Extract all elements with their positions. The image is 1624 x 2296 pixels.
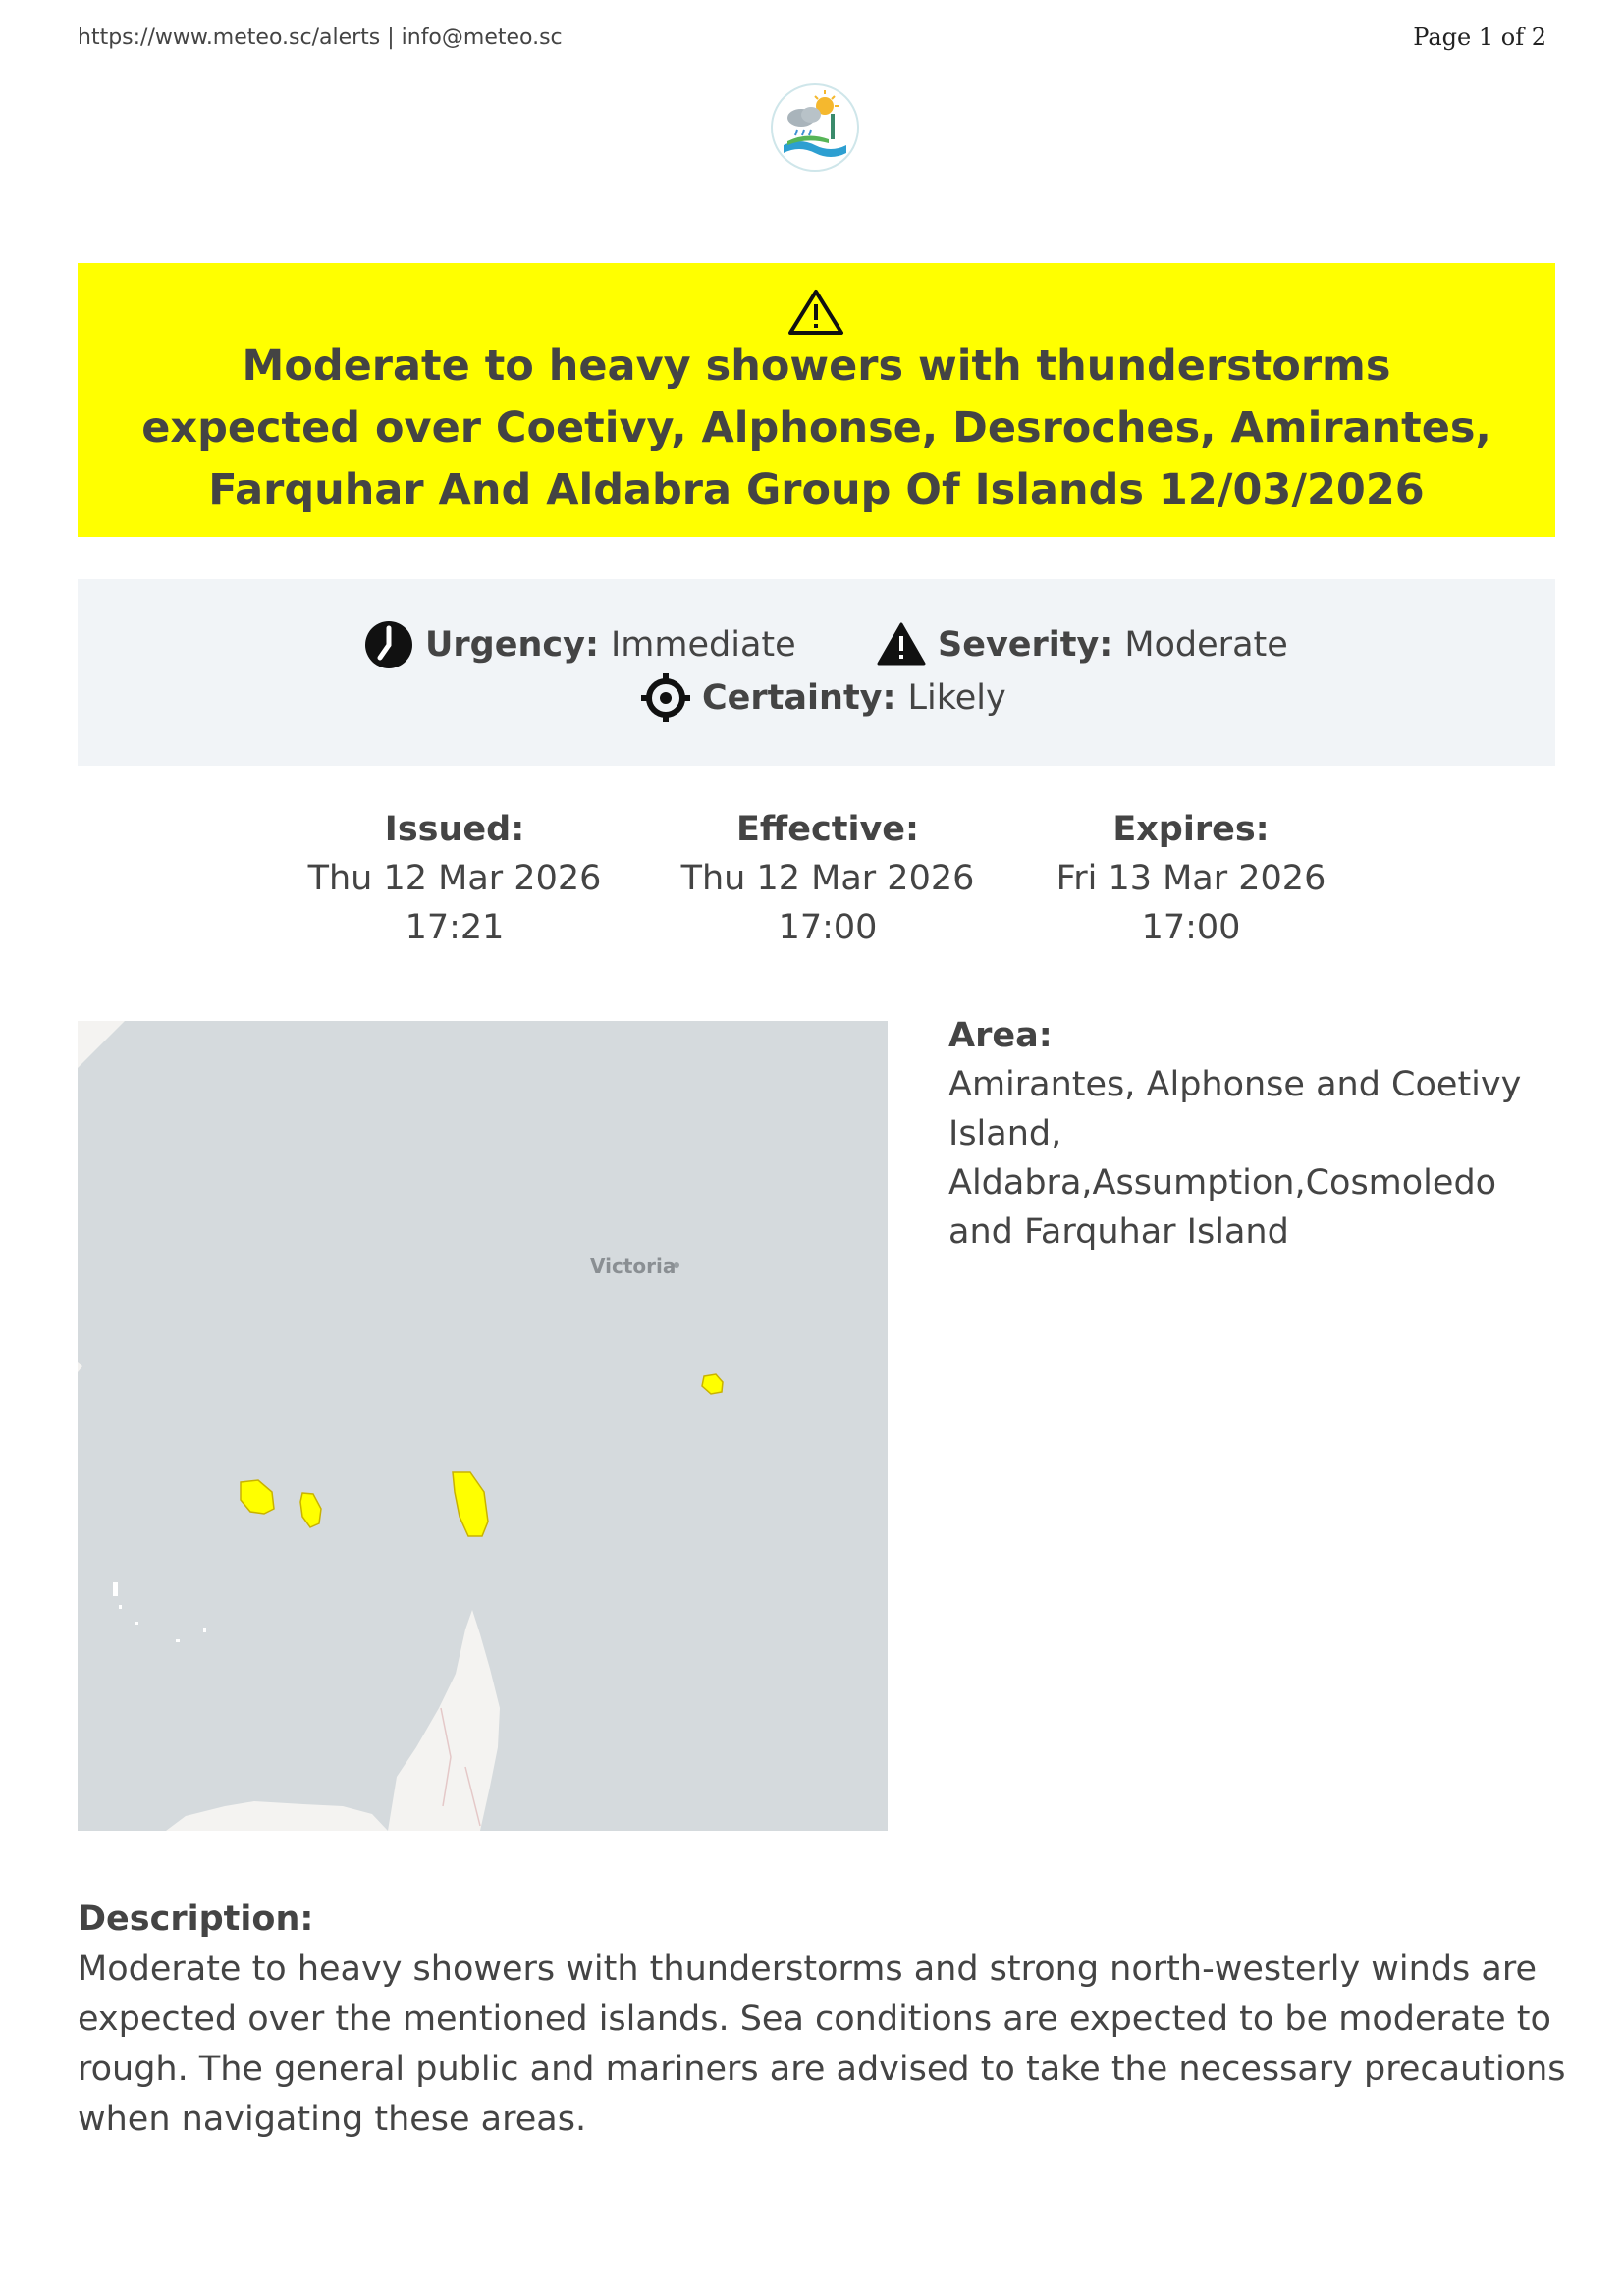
warning-icon: [877, 620, 926, 669]
clock-icon: [364, 620, 413, 669]
urgency-label: Urgency:: [425, 625, 599, 665]
area-label: Area:: [948, 1016, 1053, 1055]
certainty-value: Likely: [907, 678, 1006, 718]
effective-date: Thu 12 Mar 2026: [680, 859, 975, 898]
issued-date: Thu 12 Mar 2026: [307, 859, 602, 898]
coastline-south: [166, 1801, 388, 1831]
area-line-1: Amirantes, Alphonse and Coetivy Island,: [948, 1065, 1522, 1153]
meteo-logo-icon: [768, 80, 862, 175]
area-line-2: Aldabra,Assumption,Cosmoledo and Farquhar Island: [948, 1163, 1497, 1252]
alert-areas: [241, 1374, 723, 1536]
area-section: [948, 1011, 1557, 1256]
severity-value: Moderate: [1124, 625, 1288, 665]
expires-label: Expires:: [1112, 810, 1270, 849]
severity-label: Severity:: [938, 625, 1113, 665]
landmass-corner: [78, 1021, 125, 1068]
effective-block: [671, 805, 985, 952]
header-contact: https://www.meteo.sc/alerts | info@meteo.sc: [78, 26, 563, 50]
alert-parameters: [78, 579, 1555, 766]
alert-area-coetivy: [702, 1374, 723, 1394]
expires-date: Fri 13 Mar 2026: [1056, 859, 1326, 898]
alert-banner: [78, 263, 1555, 537]
crosshair-icon: [641, 673, 690, 722]
map-place-label: Victoria: [590, 1255, 677, 1278]
issued-block: [298, 805, 612, 952]
page-indicator: Page 1 of 2: [1413, 24, 1546, 51]
small-islands: [113, 1582, 206, 1642]
warning-triangle-icon: [787, 288, 844, 337]
alert-title: Moderate to heavy showers with thunderstorms expected over Coetivy, Alphonse, Desroches, Amirantes, Farquhar And Aldabra Group Of Islands 12/03/2026: [141, 342, 1491, 514]
map-canvas: [78, 1021, 888, 1831]
description-label: Description:: [78, 1899, 314, 1939]
expires-time: 17:00: [1141, 908, 1241, 947]
urgency-row: [364, 620, 796, 669]
issued-time: 17:21: [405, 908, 505, 947]
effective-time: 17:00: [778, 908, 878, 947]
alert-area-cosmoledo: [300, 1493, 321, 1527]
alert-map[interactable]: [78, 1021, 888, 1831]
landmass-edge: [78, 1362, 82, 1372]
effective-label: Effective:: [735, 810, 920, 849]
certainty-row: [641, 673, 1006, 722]
issued-label: Issued:: [384, 810, 525, 849]
description-section: [78, 1895, 1570, 2145]
severity-row: [877, 620, 1288, 669]
expires-block: [1034, 805, 1348, 952]
alert-area-aldabra: [241, 1480, 274, 1514]
description-text: Moderate to heavy showers with thunderstorms and strong north-westerly winds are expected over the mentioned islands. Sea conditions are expected to be moderate to rough. The general public and mariners are advised to take the necessary precautions when navigating these areas.: [78, 1949, 1566, 2139]
certainty-label: Certainty:: [702, 678, 896, 718]
alert-area-farquhar: [453, 1472, 488, 1536]
urgency-value: Immediate: [610, 625, 796, 665]
